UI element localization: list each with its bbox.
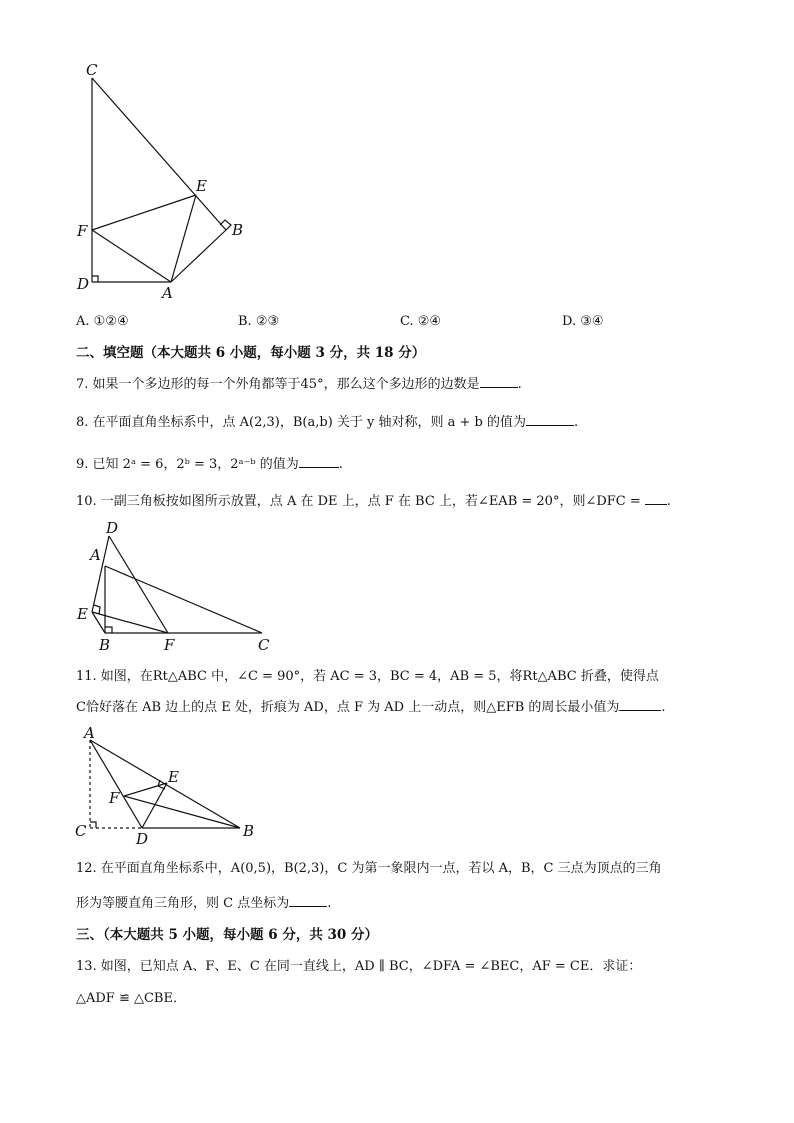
question-8-text: 8. 在平面直角坐标系中，点 A(2,3)，B(a,b) 关于 y 轴对称，则 a + b 的值为: [76, 415, 527, 430]
question-10: [76, 492, 671, 511]
fig3-segment-ad: [90, 740, 142, 828]
fig3-label-b: B: [243, 822, 255, 840]
choice-a: A. ①②④: [76, 314, 129, 329]
question-12-line-2: [76, 894, 331, 913]
question-8-end: .: [574, 415, 579, 430]
fig2-right-angle-b: [105, 627, 112, 633]
fig2-label-a: A: [90, 546, 101, 564]
question-7-text: 7. 如果一个多边形的每一个外角都等于45°，那么这个多边形的边数是: [76, 377, 480, 392]
fig2-label-c: C: [258, 636, 270, 654]
fig1-label-e: E: [196, 177, 207, 195]
question-12-line-2-text: 形为等腰直角三角形，则 C 点坐标为: [76, 896, 290, 911]
fig3-segment-fb: [124, 796, 240, 828]
section-3-heading: 三、（本大题共 5 小题，每小题 6 分，共 30 分）: [76, 927, 379, 943]
fig1-label-a: A: [162, 284, 173, 302]
fig1-label-c: C: [86, 61, 98, 79]
question-9-text: 9. 已知 2ᵃ = 6，2ᵇ = 3，2ᵃ⁻ᵇ 的值为: [76, 457, 299, 472]
question-13-line-2: △ADF ≌ △CBE．: [76, 991, 186, 1006]
fig1-label-d: D: [77, 275, 90, 293]
fig1-label-f: F: [77, 222, 88, 240]
fig1-segment-ea: [171, 195, 196, 282]
fig2-label-f: F: [164, 636, 175, 654]
fig1-label-b: B: [232, 221, 244, 239]
question-11-line-2-text: C恰好落在 AB 边上的点 E 处，折痕为 AD，点 F 为 AD 上一动点，则△EFB 的周长最小值为: [76, 700, 620, 715]
question-10-text: 10. 一副三角板按如图所示放置，点 A 在 DE 上，点 F 在 BC 上，若∠EAB = 20°，则∠DFC =: [76, 494, 641, 509]
answer-blank-11[interactable]: [619, 698, 661, 711]
question-7: [76, 375, 522, 394]
answer-blank-10[interactable]: [645, 492, 667, 505]
fig3-label-e: E: [168, 768, 179, 786]
fig2-label-d: D: [106, 519, 119, 537]
fig1-segment-fe: [92, 195, 196, 230]
fig1-segment-fa: [92, 230, 171, 282]
question-7-end: .: [517, 377, 522, 392]
fig3-label-a: A: [84, 724, 95, 742]
fig3-label-d: D: [136, 830, 149, 848]
choice-d: D. ③④: [562, 314, 604, 329]
fig2-label-e: E: [77, 605, 88, 623]
fig1-right-angle-d: [92, 276, 98, 282]
question-10-end: .: [666, 494, 671, 509]
answer-blank-7[interactable]: [480, 375, 518, 388]
question-9-end: .: [338, 457, 343, 472]
fig3-right-angle-c: [90, 822, 96, 828]
section-2-heading: 二、填空题（本大题共 6 小题，每小题 3 分，共 18 分）: [76, 345, 426, 361]
choice-c: C. ②④: [400, 314, 442, 329]
question-11-line-1: 11. 如图，在Rt△ABC 中，∠C = 90°，若 AC = 3，BC = 4，AB = 5，将Rt△ABC 折叠，使得点: [76, 669, 659, 684]
answer-blank-9[interactable]: [299, 455, 339, 468]
question-12-line-1: 12. 在平面直角坐标系中，A(0,5)，B(2,3)，C 为第一象限内一点，若以 A，B，C 三点为顶点的三角: [76, 861, 662, 876]
fig2-label-b: B: [99, 636, 111, 654]
question-13-line-1: 13. 如图，已知点 A、F、E、C 在同一直线上，AD ∥ BC，∠DFA = ∠BEC，AF = CE．求证：: [76, 959, 642, 974]
fig1-segment-ba: [171, 230, 226, 282]
fig2-segment-df: [109, 536, 168, 633]
question-11-line-2: [76, 698, 666, 717]
question-12-end: .: [327, 896, 332, 911]
answer-blank-8[interactable]: [526, 413, 574, 426]
question-8: [76, 413, 578, 432]
answer-blank-12[interactable]: [289, 894, 327, 907]
fig3-label-c: C: [75, 822, 87, 840]
fig3-label-f: F: [109, 789, 120, 807]
question-11-end: .: [661, 700, 666, 715]
question-9: [76, 455, 343, 474]
choice-b: B. ②③: [238, 314, 280, 329]
fig2-segment-ac: [105, 566, 262, 633]
